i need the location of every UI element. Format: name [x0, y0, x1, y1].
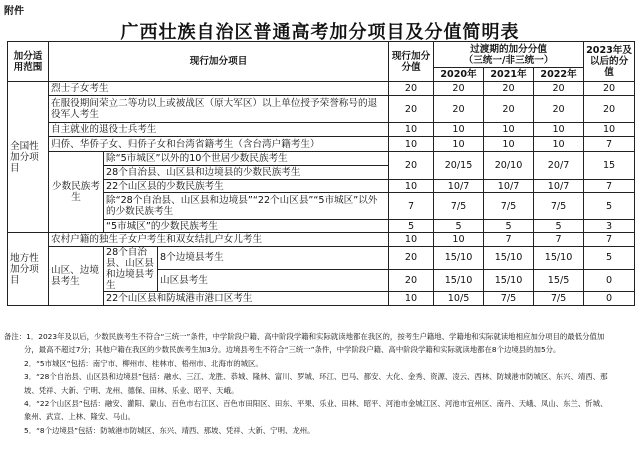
cell-2020: 10/7 — [434, 180, 484, 193]
cell-2020: 5 — [434, 220, 484, 233]
cell-current: 7 — [389, 193, 434, 220]
cell-current: 20 — [389, 247, 434, 270]
cell-2021: 20 — [484, 82, 534, 96]
cell-2022: 15/5 — [534, 269, 584, 292]
note-line: 3．“28个自治县、山区县和边境县”包括：融水、三江、龙胜、恭城、隆林、富川、罗城、环江、巴马、都安、大化、金秀、资源、凌云、西林、防城港市防城区、东兴、靖西、那 — [24, 372, 608, 382]
cell-2023: 5 — [584, 247, 635, 270]
cell-2022: 20 — [534, 96, 584, 123]
cell-2021: 10 — [484, 123, 534, 137]
cell-2021: 20/10 — [484, 152, 534, 180]
cell-current: 10 — [389, 123, 434, 137]
cell-2023: 5 — [584, 193, 635, 220]
cell-2022: 7 — [534, 233, 584, 247]
table-row — [8, 123, 635, 137]
note-line: 2．“5市城区”包括：南宁市、柳州市、桂林市、梧州市、北海市的城区。 — [24, 358, 263, 368]
table-row — [8, 233, 635, 247]
row-item: 归侨、华侨子女、归侨子女和台湾省籍考生（含台湾户籍考生） — [49, 137, 389, 152]
cell-2022: 5 — [534, 220, 584, 233]
header-transition-title: 过渡期的加分分值 — [470, 43, 547, 55]
cell-2021: 10 — [484, 137, 534, 152]
table-row — [8, 137, 635, 152]
cell-current: 10 — [389, 292, 434, 306]
cell-2021: 7/5 — [484, 292, 534, 306]
cell-2022: 20 — [534, 82, 584, 96]
page-title: 广西壮族自治区普通高考加分项目及分值简明表 — [120, 22, 520, 43]
group-mountain: 山区、边境县考生 — [49, 247, 104, 306]
cell-2021: 5 — [484, 220, 534, 233]
cell-2022: 10 — [534, 137, 584, 152]
cell-2023: 7 — [584, 233, 635, 247]
cell-2023: 0 — [584, 269, 635, 292]
cell-2023: 0 — [584, 292, 635, 306]
cell-2022: 7/5 — [534, 193, 584, 220]
cell-2022: 10 — [534, 123, 584, 137]
cell-2020: 15/10 — [434, 269, 484, 292]
cell-2023: 15 — [584, 152, 635, 180]
header-row — [8, 42, 635, 68]
cell-2023: 7 — [584, 137, 635, 152]
table-row — [8, 96, 635, 123]
header-2020: 2020年 — [434, 68, 484, 82]
cell-2020: 20/15 — [434, 152, 484, 180]
row-item: 8个边境县考生 — [158, 247, 389, 270]
cell-2021: 20 — [484, 96, 534, 123]
row-item: 除“28个自治县、山区县和边境县”“22个山区县”“5市城区”以外的少数民族考生 — [104, 193, 389, 220]
cell-2023: 20 — [584, 82, 635, 96]
group-mountain-sub: 28个自治县、山区县和边境县考生 — [104, 247, 158, 292]
scope-national: 全国性加分项目 — [8, 82, 49, 233]
cell-2023: 3 — [584, 220, 635, 233]
table-row — [8, 82, 635, 96]
cell-2023: 7 — [584, 180, 635, 193]
note-line: 坡、凭祥、大新、宁明、龙州、德保、田林、乐业、昭平、天峨。 — [24, 385, 239, 395]
row-item: 22个山区县的少数民族考生 — [104, 180, 389, 193]
header-2022: 2022年 — [534, 68, 584, 82]
cell-current: 20 — [389, 152, 434, 180]
cell-current: 20 — [389, 269, 434, 292]
note-line: 4．“22个山区县”包括：融安、灌阳、蒙山、百色市右江区、百色市田阳区、田东、平果、乐业、田林、昭平、河池市金城江区、河池市宜州区、南丹、天峨、凤山、东兰、忻城、 — [24, 399, 608, 409]
row-item: 山区县考生 — [158, 269, 389, 292]
row-item: 农村户籍的独生子女户考生和双女结扎户女儿考生 — [49, 233, 389, 247]
cell-2020: 15/10 — [434, 247, 484, 270]
row-item: 22个山区县和防城港市港口区考生 — [104, 292, 389, 306]
cell-2021: 10/7 — [484, 180, 534, 193]
cell-current: 10 — [389, 233, 434, 247]
cell-2022: 10/7 — [534, 180, 584, 193]
cell-2023: 10 — [584, 123, 635, 137]
cell-2022: 20/7 — [534, 152, 584, 180]
notes — [4, 330, 636, 437]
cell-current: 20 — [389, 82, 434, 96]
cell-2023: 20 — [584, 96, 635, 123]
header-item: 现行加分项目 — [49, 42, 389, 82]
cell-2020: 10 — [434, 123, 484, 137]
cell-2020: 10 — [434, 137, 484, 152]
cell-2021: 15/10 — [484, 247, 534, 270]
cell-2021: 15/10 — [484, 269, 534, 292]
bonus-points-table — [7, 41, 635, 306]
note-line: 分，最高不超过7分；其他户籍在我区的少数民族考生加3分。边境县考生不符合“三统一”条件，中学阶段户籍、高中阶段学籍和实际就读地都在8个边境县的加5分。 — [24, 345, 561, 355]
attachment-label: 附件 — [4, 6, 24, 17]
row-item: “5市城区”的少数民族考生 — [104, 220, 389, 233]
cell-2020: 20 — [434, 82, 484, 96]
header-scope: 加分适用范围 — [8, 42, 49, 82]
row-item: 在服役期间荣立二等功以上或被战区（原大军区）以上单位授予荣誉称号的退役军人考生 — [49, 96, 389, 123]
cell-2021: 7 — [484, 233, 534, 247]
header-current: 现行加分分值 — [389, 42, 434, 82]
group-minority: 少数民族考生 — [49, 152, 104, 233]
cell-current: 5 — [389, 220, 434, 233]
note-line: 5．“8个边境县”包括：防城港市防城区、东兴、靖西、那坡、凭祥、大新、宁明、龙州。 — [24, 425, 315, 435]
row-item: 烈士子女考生 — [49, 82, 389, 96]
row-item: 除“5市城区”以外的10个世居少数民族考生 — [104, 152, 389, 166]
cell-2021: 7/5 — [484, 193, 534, 220]
cell-2020: 7/5 — [434, 193, 484, 220]
header-2021: 2021年 — [484, 68, 534, 82]
cell-current: 10 — [389, 137, 434, 152]
note-line: 象州、武宣、上林、隆安、马山。 — [24, 412, 135, 422]
note-line: 备注：1．2023年及以后，少数民族考生不符合“三统一”条件，中学阶段户籍、高中阶段学籍和实际就读地都在我区的，按考生户籍地、学籍地和实际就读地相应加分项目的最低分值加 — [4, 332, 605, 341]
scope-local: 地方性加分项目 — [8, 233, 49, 306]
cell-2020: 10/5 — [434, 292, 484, 306]
cell-current: 20 — [389, 96, 434, 123]
cell-2020: 10 — [434, 233, 484, 247]
table-row — [8, 152, 635, 166]
row-item: 28个自治县、山区县和边境县的少数民族考生 — [104, 166, 389, 180]
header-after2023: 2023年及以后的分值 — [584, 42, 635, 82]
header-transition-sub: （三统一/非三统一） — [463, 54, 554, 66]
cell-2022: 15/10 — [534, 247, 584, 270]
cell-current: 10 — [389, 180, 434, 193]
header-transition — [434, 42, 584, 68]
row-item: 自主就业的退役士兵考生 — [49, 123, 389, 137]
cell-2020: 20 — [434, 96, 484, 123]
table-row — [8, 247, 635, 270]
cell-2022: 7/5 — [534, 292, 584, 306]
